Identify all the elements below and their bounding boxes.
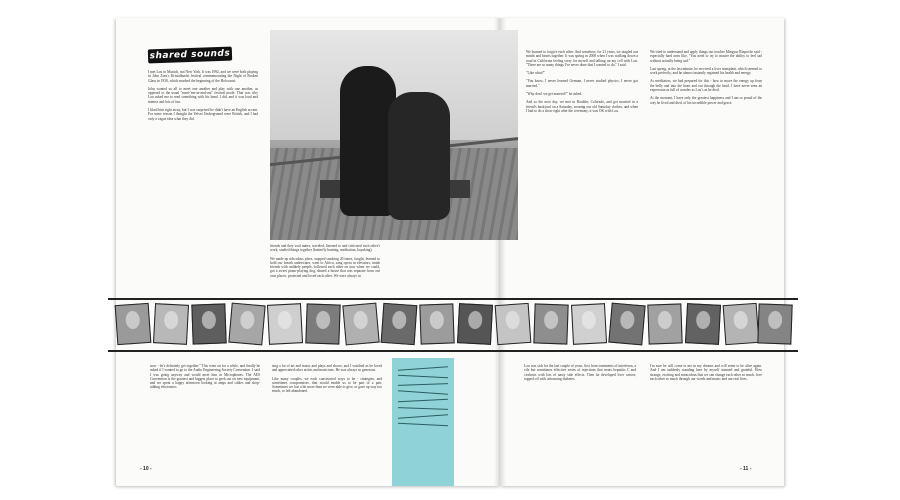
portrait-photo — [685, 303, 721, 345]
portrait-photo — [153, 303, 189, 345]
portrait-photo — [228, 303, 265, 346]
handwriting-line — [398, 423, 448, 427]
portrait-photo — [723, 303, 760, 345]
paragraph: "Like what?" — [526, 71, 545, 76]
paragraph: now - let's definitely get together." This went on for a while, and finally he asked if I wanted to go to the Audio Engineering Society Convention. I said I was going anyway and would meet him in Microphones. The AES Convention is the greatest and biggest place to geek out on new equipment, and we spent a happy afternoon looking at amps and cables and shop-talking electronics. — [150, 364, 260, 390]
page-number-left: - 10 - — [140, 466, 152, 472]
portrait-photo — [608, 303, 645, 346]
page-number-right: - 11 - — [740, 466, 752, 472]
handwriting-line — [398, 366, 448, 370]
left-bottom-column-1 — [150, 364, 260, 394]
handwriting-line — [398, 375, 448, 379]
right-top-column-1 — [526, 50, 638, 117]
paragraph: We made up ridiculous jokes, stopped smoking 20 times, fought, learned to hold our breath underwater, went to Africa, sang opera in elevators, made friends with unlikely people, followed each other on tour when we could, got a sweet piano-playing dog, shared a house that was separate from our own places; protected and loved each other. We were always so — [270, 256, 380, 278]
right-top-column-2 — [650, 50, 762, 109]
left-bottom-column-2 — [272, 364, 382, 398]
left-top-column — [148, 70, 258, 125]
handwritten-note — [392, 358, 454, 486]
paragraph: We learned to forgive each other. And somehow, for 21 years, we tangled our minds and hearts together. It was spring in 2008 when I was walking down a road in California feeling sorry for myself and talking on my cell with Lou. "There are so many things I've never done that I wanted to do," I said. — [526, 50, 638, 67]
portrait-photo — [419, 303, 454, 344]
left-middle-column — [270, 244, 380, 282]
handwriting-line — [398, 399, 448, 403]
handwriting-line — [398, 390, 448, 394]
paragraph: I liked him right away, but I was surprised he didn't have an English accent. For some reason I thought the Velvet Underground were British, and I had only a vague idea what they did. — [148, 108, 258, 121]
paragraph: As meditators, we had prepared for this - how to move the energy up from the belly and into the heart and out through the head. I have never seen an expression as full of wonder as Lou's as he died. — [650, 79, 762, 93]
paragraph: Last spring, at the last minute, he received a liver transplant, which seemed to work perfectly, and he almost instantly regained his health and energy. — [650, 66, 762, 76]
portrait-photo — [381, 303, 418, 345]
paragraph: "You know, I never learned German, I never studied physics, I never got married." — [526, 79, 638, 88]
paragraph: And so the next day, we met in Boulder, Colorado, and got married in a friend's backyard on a Saturday, wearing our old Saturday clothes, and when I had to do a show right after the ceremony, it was OK with Lou. — [526, 100, 638, 113]
handwriting-line — [398, 407, 448, 410]
couple-photo — [270, 30, 518, 240]
portrait-photo — [495, 303, 532, 345]
photo-figure — [388, 92, 450, 220]
handwriting-line — [398, 383, 448, 386]
portrait-photo — [571, 303, 607, 345]
paragraph: We tried to understand and apply things our teacher Mingyur Rinpoche said - especially hard ones like, "You need to try to master the ability to feel sad without actually being sad." — [650, 50, 762, 63]
paragraph: Lou was sick for the last couple of years, first from treatments of interferon, a vile but sometimes effective series of injections that treats hepatitis C and cirrhosis with lots of nasty side effects. Then he developed liver cancer, topped off with advancing diabetes. — [524, 364, 636, 381]
portrait-photo — [757, 303, 792, 344]
portrait-photo — [647, 303, 682, 344]
paragraph: friends and they soul mates, traveled, listened to and criticized each other's work, studied things together (butterfly hunting, meditation, kayaking). — [270, 244, 380, 253]
portrait-photo — [533, 303, 568, 344]
portrait-photo — [191, 303, 226, 344]
right-bottom-column-1 — [524, 364, 636, 385]
section-logo-text: shared sounds — [149, 48, 231, 62]
paragraph: sing a lot of art and music and plays and shows, and I watched as he loved and appreciated other artists and musicians. He was always so generous. — [272, 364, 382, 373]
paragraph: At the moment, I have only the greatest happiness and I am so proud of the way he lived and died, of his incredible power and grace. — [650, 96, 762, 105]
portrait-strip — [108, 288, 798, 356]
portrait-photo — [267, 303, 303, 345]
paragraph: I'm sure he will come to me in my dreams and will seem to be alive again. And I am suddenly standing here by myself stunned and grateful. How strange, exciting and miraculous that we can change each other so much, love each other so much through our words and music and our real lives. — [650, 364, 762, 381]
portrait-photo — [342, 303, 379, 346]
paragraph: John wanted us all to meet one another and play with one another, as opposed to the usual "meet-'em-in-and-out" festival mode. That was why Lou asked me to read something with his band. I did, and it was loud and intense and lots of fun. — [148, 86, 258, 104]
portrait-photo — [115, 303, 152, 345]
section-logo — [148, 47, 232, 64]
handwriting-line — [398, 414, 448, 418]
paragraph: I met Lou in Munich, not New York. It was 1992, and we were both playing in John Zorn's Kristallnacht festival commemorating the Night of Broken Glass in 1938, which marked the beginning of the Holocaust. — [148, 70, 258, 83]
paragraph: "Why don't we get married?" he asked. — [526, 92, 583, 97]
paragraph: Like many couples, we each constructed ways to be - strategies, and sometimes compromises, that would enable us to be part of a pair. Sometimes we lost a bit more than we were able to give, or gave up way too much, or felt abandoned. — [272, 376, 382, 394]
right-bottom-column-2 — [650, 364, 762, 385]
portrait-photo — [305, 303, 340, 344]
portrait-photo — [457, 303, 493, 345]
